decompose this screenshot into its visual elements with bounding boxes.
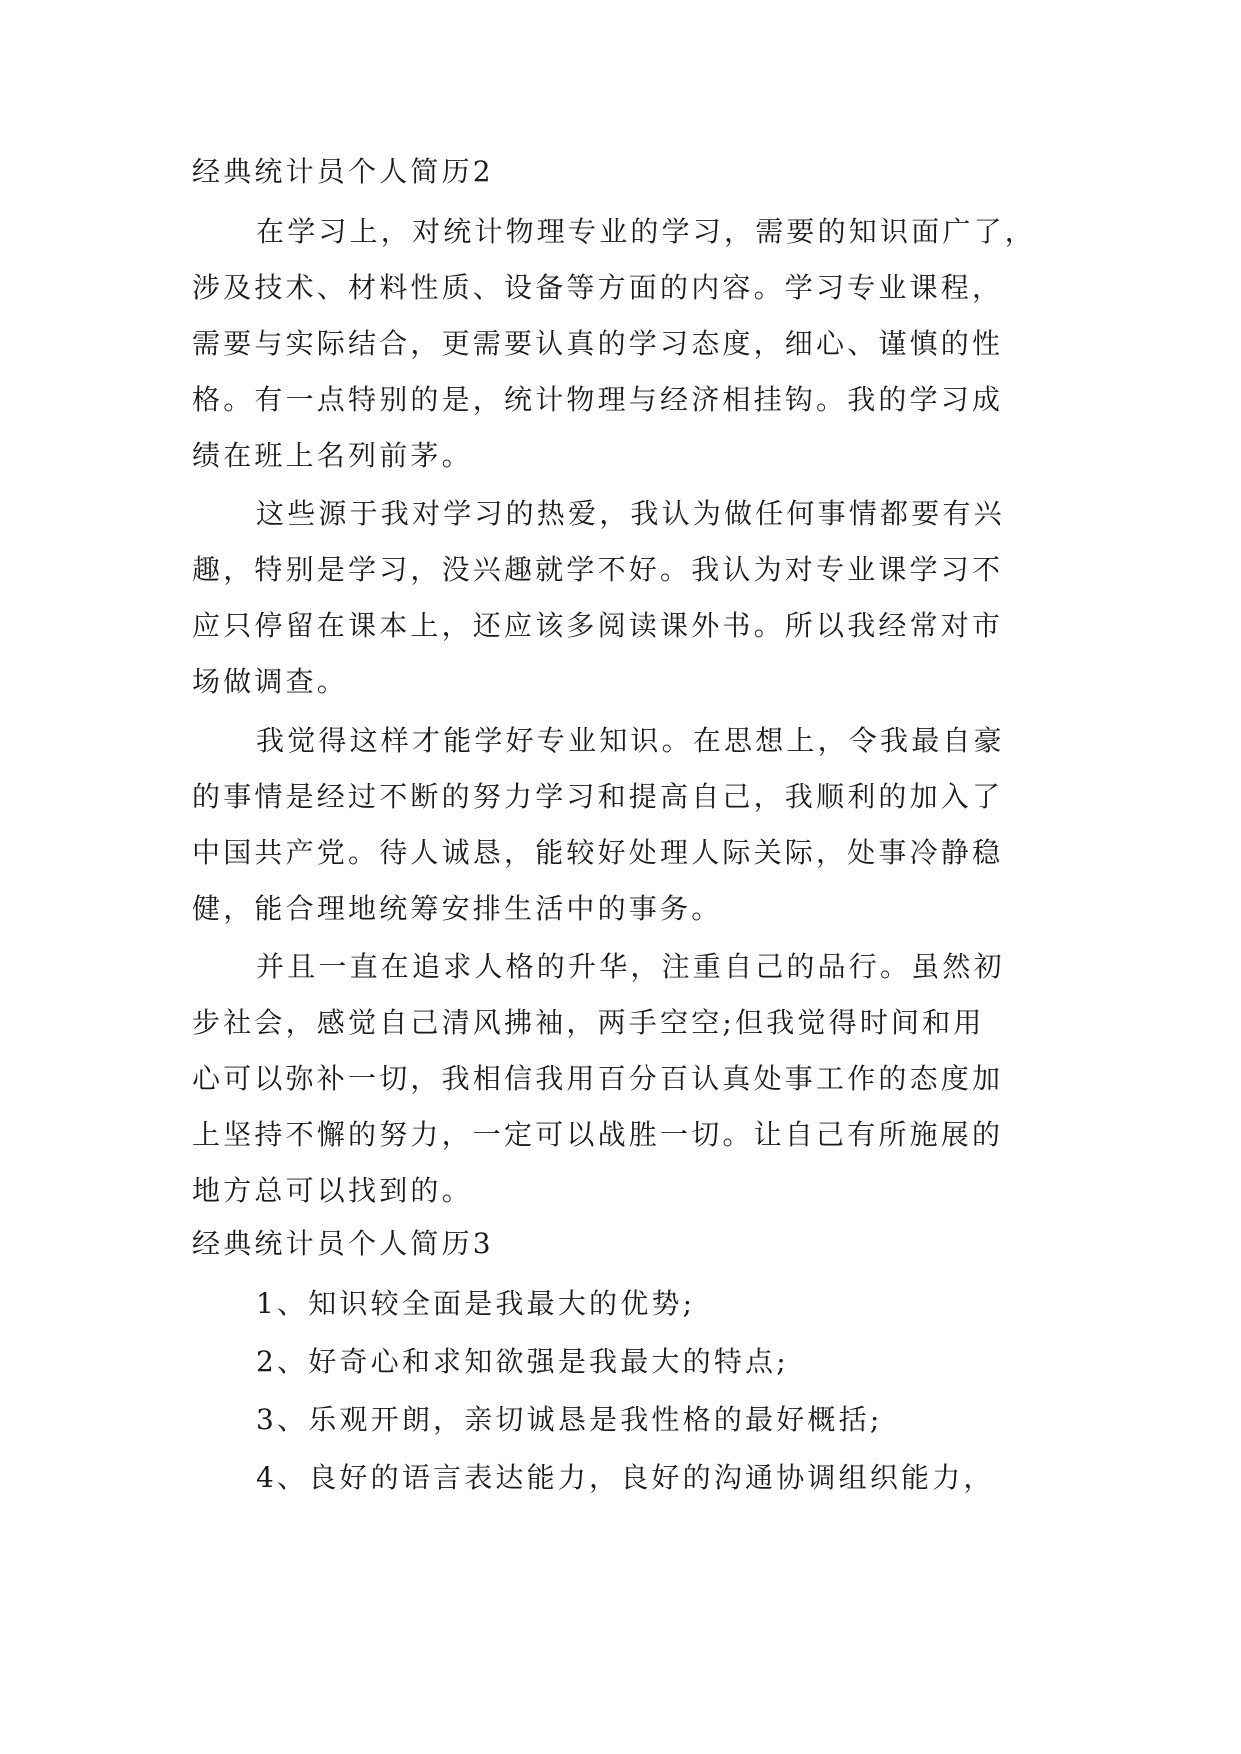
section-heading: 经典统计员个人简历3 bbox=[192, 1227, 494, 1260]
paragraph-line: 地方总可以找到的。 bbox=[192, 1174, 473, 1207]
paragraph-line: 我觉得这样才能学好专业知识。在思想上，令我最自豪 bbox=[256, 724, 1005, 757]
paragraph-line: 格。有一点特别的是，统计物理与经济相挂钩。我的学习成 bbox=[192, 383, 1004, 416]
list-item: 2、好奇心和求知欲强是我最大的特点; bbox=[256, 1345, 789, 1378]
paragraph-line: 需要与实际结合，更需要认真的学习态度，细心、谨慎的性 bbox=[192, 327, 1004, 360]
paragraph-line: 涉及技术、材料性质、设备等方面的内容。学习专业课程， bbox=[192, 271, 1004, 304]
paragraph-line: 绩在班上名列前茅。 bbox=[192, 439, 473, 472]
list-item: 4、良好的语言表达能力，良好的沟通协调组织能力， bbox=[256, 1461, 995, 1494]
paragraph-line: 中国共产党。待人诚恳，能较好处理人际关际，处事冷静稳 bbox=[192, 836, 1004, 869]
paragraph-line: 健，能合理地统筹安排生活中的事务。 bbox=[192, 892, 723, 925]
section-heading: 经典统计员个人简历2 bbox=[192, 155, 494, 188]
paragraph-line: 在学习上，对统计物理专业的学习，需要的知识面广了， bbox=[256, 215, 1037, 248]
paragraph-line: 这些源于我对学习的热爱，我认为做任何事情都要有兴 bbox=[256, 497, 1005, 530]
paragraph-line: 应只停留在课本上，还应该多阅读课外书。所以我经常对市 bbox=[192, 609, 1004, 642]
paragraph-line: 场做调查。 bbox=[192, 665, 349, 698]
paragraph-line: 的事情是经过不断的努力学习和提高自己，我顺利的加入了 bbox=[192, 780, 1004, 813]
paragraph-line: 趣，特别是学习，没兴趣就学不好。我认为对专业课学习不 bbox=[192, 553, 1004, 586]
paragraph-line: 步社会，感觉自己清风拂袖，两手空空;但我觉得时间和用 bbox=[192, 1006, 985, 1039]
paragraph-line: 并且一直在追求人格的升华，注重自己的品行。虽然初 bbox=[256, 950, 1005, 983]
list-item: 3、乐观开朗，亲切诚恳是我性格的最好概括; bbox=[256, 1403, 883, 1436]
list-item: 1、知识较全面是我最大的优势; bbox=[256, 1287, 696, 1320]
paragraph-line: 上坚持不懈的努力，一定可以战胜一切。让自己有所施展的 bbox=[192, 1118, 1004, 1151]
paragraph-line: 心可以弥补一切，我相信我用百分百认真处事工作的态度加 bbox=[192, 1062, 1004, 1095]
